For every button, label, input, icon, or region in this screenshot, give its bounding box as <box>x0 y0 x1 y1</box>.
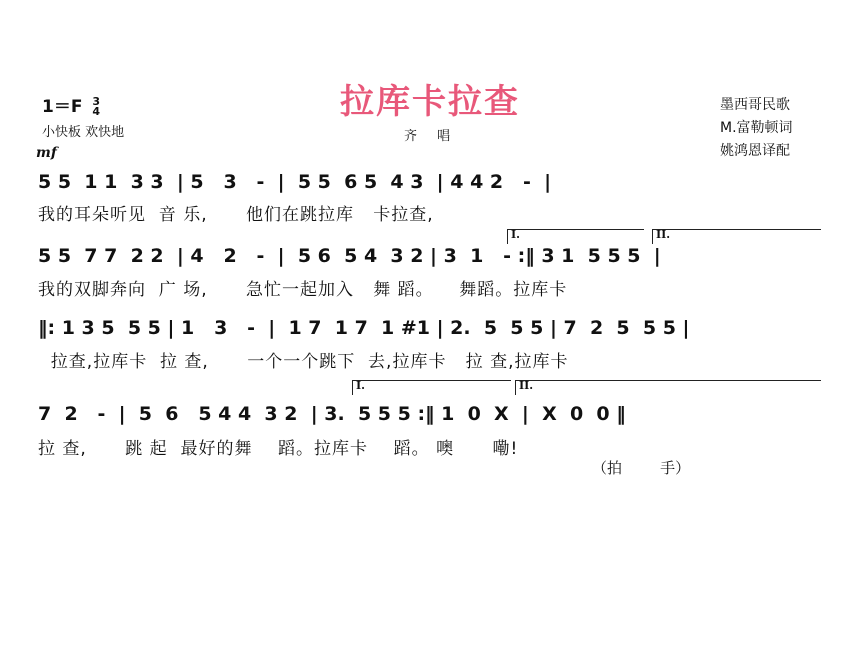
notation-line-3: ‖: 1 3 5 5 5 | 1 3 - | 1 7 1 7 1 #1 | 2. 5 5 5 | 7 2 5 5 5 | <box>38 317 690 339</box>
notation-line-4: 7 2 - | 5 6 5 4 4 3 2 | 3. 5 5 5 :‖ 1 0 X | X 0 0 ‖ <box>38 403 626 425</box>
credit-translator: 姚鸿恩译配 <box>720 143 790 159</box>
time-sig-top: 3 <box>92 95 101 108</box>
song-title: 拉库卡拉查 <box>340 82 520 122</box>
notation-line-2: 5 5 7 7 2 2 | 4 2 - | 5 6 5 4 3 2 | 3 1 - :‖ 3 1 5 5 5 | <box>38 245 661 267</box>
volta-first-line-4 <box>352 380 511 395</box>
key-label: 1＝F <box>42 97 83 117</box>
performance-mode: 齐 唱 <box>404 129 459 144</box>
volta-label: I. <box>511 228 520 241</box>
lyric-line-3: 拉查,拉库卡 拉 查, 一个一个跳下 去,拉库卡 拉 查,拉库卡 <box>38 352 569 372</box>
time-sig-bottom: 4 <box>92 105 101 118</box>
volta-second-line-4 <box>515 380 821 395</box>
notation-line-1: 5 5 1 1 3 3 | 5 3 - | 5 5 6 5 4 3 | 4 4 2 - | <box>38 171 552 193</box>
credit-origin: 墨西哥民歌 <box>720 97 790 113</box>
lyric-line-1: 我的耳朵听见 音 乐, 他们在跳拉库 卡拉查, <box>38 205 434 225</box>
volta-label: I. <box>356 379 365 392</box>
clap-instruction: （拍 手） <box>592 459 691 477</box>
lyric-line-2: 我的双脚奔向 广 场, 急忙一起加入 舞 蹈。 舞蹈。拉库卡 <box>38 280 568 300</box>
volta-first-line-2 <box>507 229 644 244</box>
volta-label: II. <box>656 228 671 241</box>
tempo-marking: 小快板 欢快地 <box>42 125 125 140</box>
volta-label: II. <box>519 379 534 392</box>
lyric-line-4: 拉 查, 跳 起 最好的舞 蹈。拉库卡 蹈。 噢 嘞! <box>38 439 519 459</box>
volta-second-line-2 <box>652 229 821 244</box>
credits <box>720 94 793 163</box>
dynamics-marking: mf <box>36 145 57 161</box>
time-signature <box>92 97 100 117</box>
key-signature <box>42 92 100 117</box>
credit-lyricist: M.富勒顿词 <box>720 120 793 136</box>
